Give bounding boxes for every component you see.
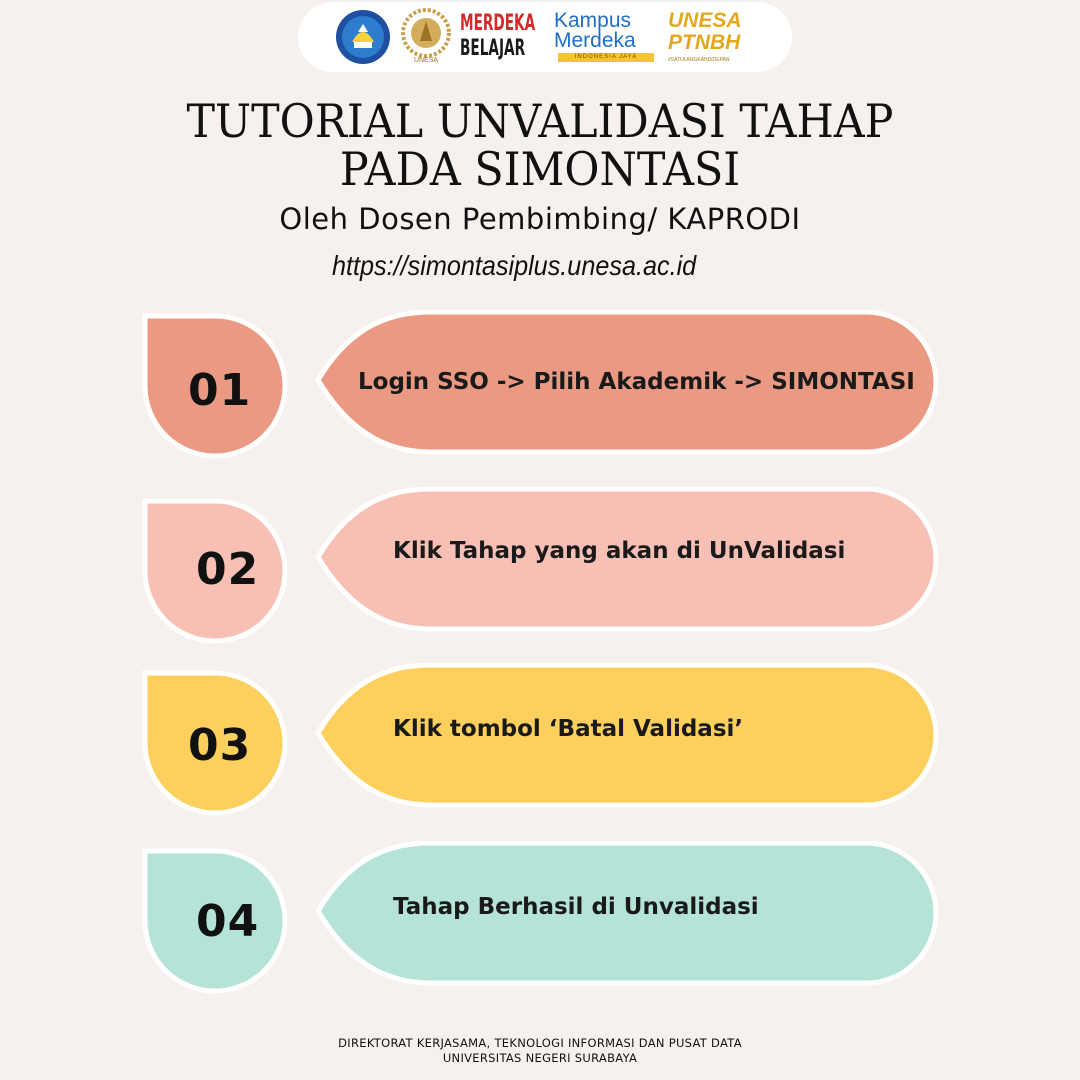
step-2-number: 02 [196,544,260,595]
unesa-word: UNESA [668,9,742,32]
step-4-text: Tahap Berhasil di Unvalidasi [393,894,759,920]
unesa-logo [398,7,454,67]
unesa-ptnbh-logo [664,8,760,68]
website-url[interactable]: https://simontasiplus.unesa.ac.id [332,250,697,281]
merdeka-belajar-logo [460,10,548,64]
step-3-shape [0,663,1080,845]
step-1-text: Login SSO -> Pilih Akademik -> SIMONTASI [358,369,915,395]
step-3 [0,663,1080,845]
merdeka-word: MERDEKA [460,11,536,36]
ptnbh-tag: #SATULANGKAHDIDEPAN [668,57,730,63]
step-4 [0,841,1080,1023]
step-3-number: 03 [188,720,252,771]
ptnbh-word: PTNBH [668,31,741,54]
step-4-number: 04 [196,896,260,947]
step-2-text: Klik Tahap yang akan di UnValidasi [393,538,846,564]
merdeka-word-2: Merdeka [554,29,636,52]
step-2 [0,487,1080,669]
kemdikbud-logo [334,8,392,66]
page-title-line-1: TUTORIAL UNVALIDASI TAHAP [186,94,894,148]
unesa-caption: UNESA [413,57,439,64]
step-1-shape [0,310,1080,492]
step-1 [0,310,1080,492]
step-1-number: 01 [188,365,252,416]
step-4-shape [0,841,1080,1023]
kampus-word: Kampus [554,9,632,32]
belajar-word: BELAJAR [460,36,526,61]
logo-bar [298,2,792,72]
kampus-merdeka-logo [554,8,662,68]
footer-line-1: DIREKTORAT KERJASAMA, TEKNOLOGI INFORMASI DAN PUSAT DATA [338,1036,742,1050]
kampus-merdeka-tag: INDONESIA JAYA [558,53,654,62]
footer-line-2: UNIVERSITAS NEGERI SURABAYA [442,1051,638,1065]
step-3-text: Klik tombol ‘Batal Validasi’ [393,716,744,742]
step-2-shape [0,487,1080,669]
page-title-line-2: PADA SIMONTASI [339,142,741,196]
page-subtitle: Oleh Dosen Pembimbing/ KAPRODI [279,202,801,236]
